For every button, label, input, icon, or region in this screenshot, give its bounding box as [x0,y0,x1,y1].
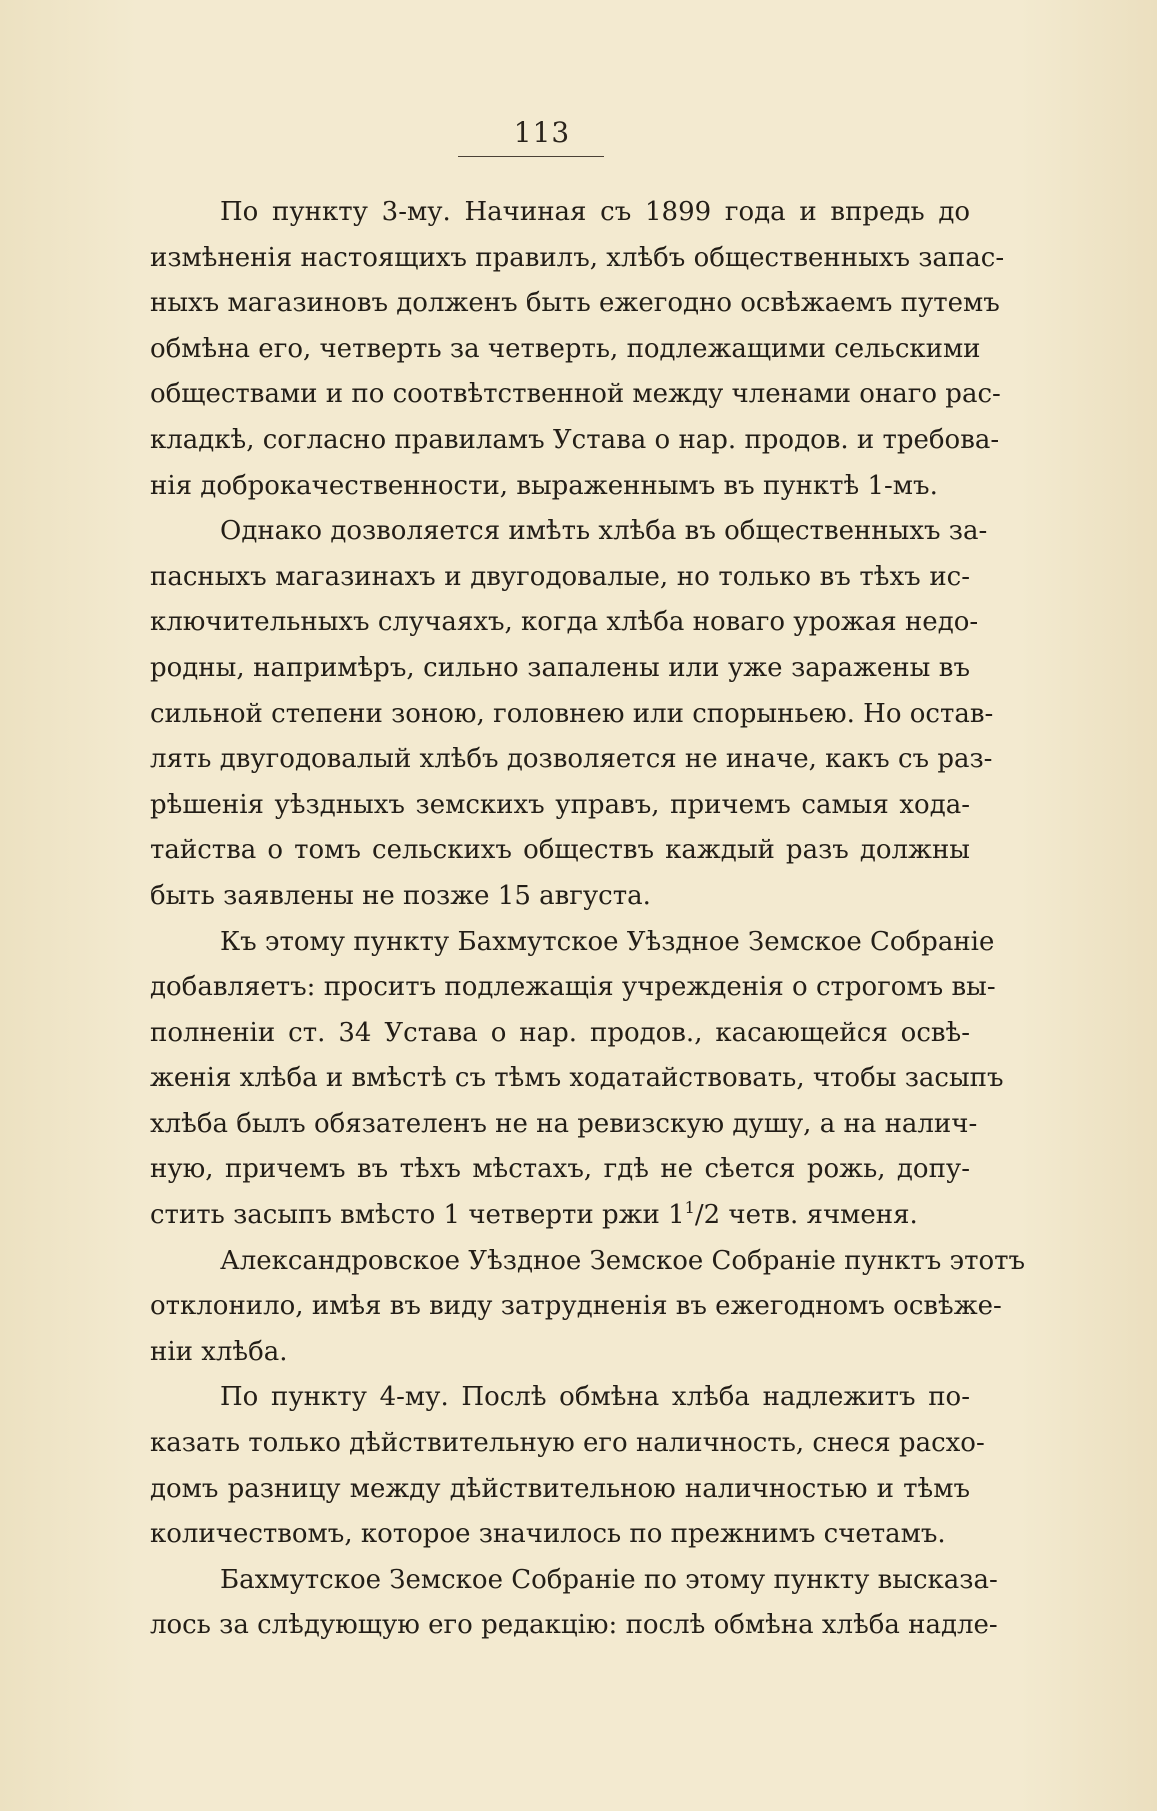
text-line: отклонило, имѣя въ виду затрудненія въ ежегодномъ освѣже- [150,1291,1002,1322]
text-line: обществами и по соотвѣтственной между членами онаго рас- [150,379,1001,410]
text-line: женія хлѣба и вмѣстѣ съ тѣмъ ходатайствовать, чтобы засыпъ [150,1063,1004,1094]
text-line: измѣненія настоящихъ правилъ, хлѣбъ общественныхъ запас- [150,242,1005,273]
fraction-superscript: 1 [684,1198,695,1218]
fraction-line-end: /2 четв. ячменя. [694,1200,918,1231]
text-line: обмѣна его, четверть за четверть, подлежащими сельскими [150,333,981,364]
body-text [82,190,1026,1649]
text-line: кладкѣ, согласно правиламъ Устава о нар. продов. и требова- [150,424,1000,455]
text-line: тайства о томъ сельскихъ обществъ каждый разъ должны [150,835,970,866]
page-number: 113 [513,116,571,149]
text-line: добавляетъ: проситъ подлежащія учрежденія о строгомъ вы- [150,972,996,1003]
text-line: быть заявлены не позже 15 августа. [150,880,651,911]
text-line: полненіи ст. 34 Устава о нар. продов., касающейся освѣ- [150,1017,970,1048]
text-line: хлѣба былъ обязателенъ не на ревизскую душу, а на налич- [150,1108,978,1139]
paragraph-3 [82,920,1004,1239]
header-rule [458,156,604,157]
text-line: Однако дозволяется имѣть хлѣба въ общественныхъ за- [220,516,988,547]
text-line: казать только дѣйствительную его наличность, снеся расхо- [150,1428,985,1459]
paragraph-1 [82,190,1005,509]
text-line: ныхъ магазиновъ долженъ быть ежегодно освѣжаемъ путемъ [150,288,1000,319]
text-line: лять двугодовалый хлѣбъ дозволяется не иначе, какъ съ раз- [150,744,993,775]
text-line-with-fraction [82,1193,970,1239]
text-line: ную, причемъ въ тѣхъ мѣстахъ, гдѣ не сѣется рожь, допу- [150,1154,970,1185]
text-line: количествомъ, которое значилось по прежнимъ счетамъ. [150,1519,946,1550]
text-line: пасныхъ магазинахъ и двугодовалые, но только въ тѣхъ ис- [150,561,970,592]
paragraph-5 [82,1375,985,1557]
text-line: По пункту 4-му. Послѣ обмѣна хлѣба надлежитъ по- [220,1382,970,1413]
text-line: По пункту 3-му. Начиная съ 1899 года и впредь до [220,197,970,227]
text-line: нія доброкачественности, выраженнымъ въ пунктѣ 1-мъ. [150,470,938,501]
fraction-line-start: стить засыпъ вмѣсто 1 четверти ржи 1 [150,1200,685,1231]
text-line: лось за слѣдующую его редакцію: послѣ обмѣна хлѣба надле- [150,1610,998,1641]
text-line: родны, напримѣръ, сильно запалены или уже заражены въ [150,652,970,683]
text-line: Бахмутское Земское Собраніе по этому пункту высказа- [220,1564,998,1595]
text-line: Александровское Уѣздное Земское Собраніе пунктъ этотъ [220,1245,1026,1276]
text-line: ключительныхъ случаяхъ, когда хлѣба новаго урожая недо- [150,607,979,638]
text-line: сильной степени зоною, головнею или спорыньею. Но остав- [150,698,994,729]
text-line: рѣшенія уѣздныхъ земскихъ управъ, причемъ самыя хода- [150,789,970,820]
paragraph-6 [82,1558,998,1649]
paragraph-4 [82,1239,1026,1376]
paragraph-2 [82,509,994,919]
text-line: Къ этому пункту Бахмутское Уѣздное Земское Собраніе [220,926,995,957]
text-line: ніи хлѣба. [150,1336,288,1367]
text-line: домъ разницу между дѣйствительною наличностью и тѣмъ [150,1473,970,1504]
